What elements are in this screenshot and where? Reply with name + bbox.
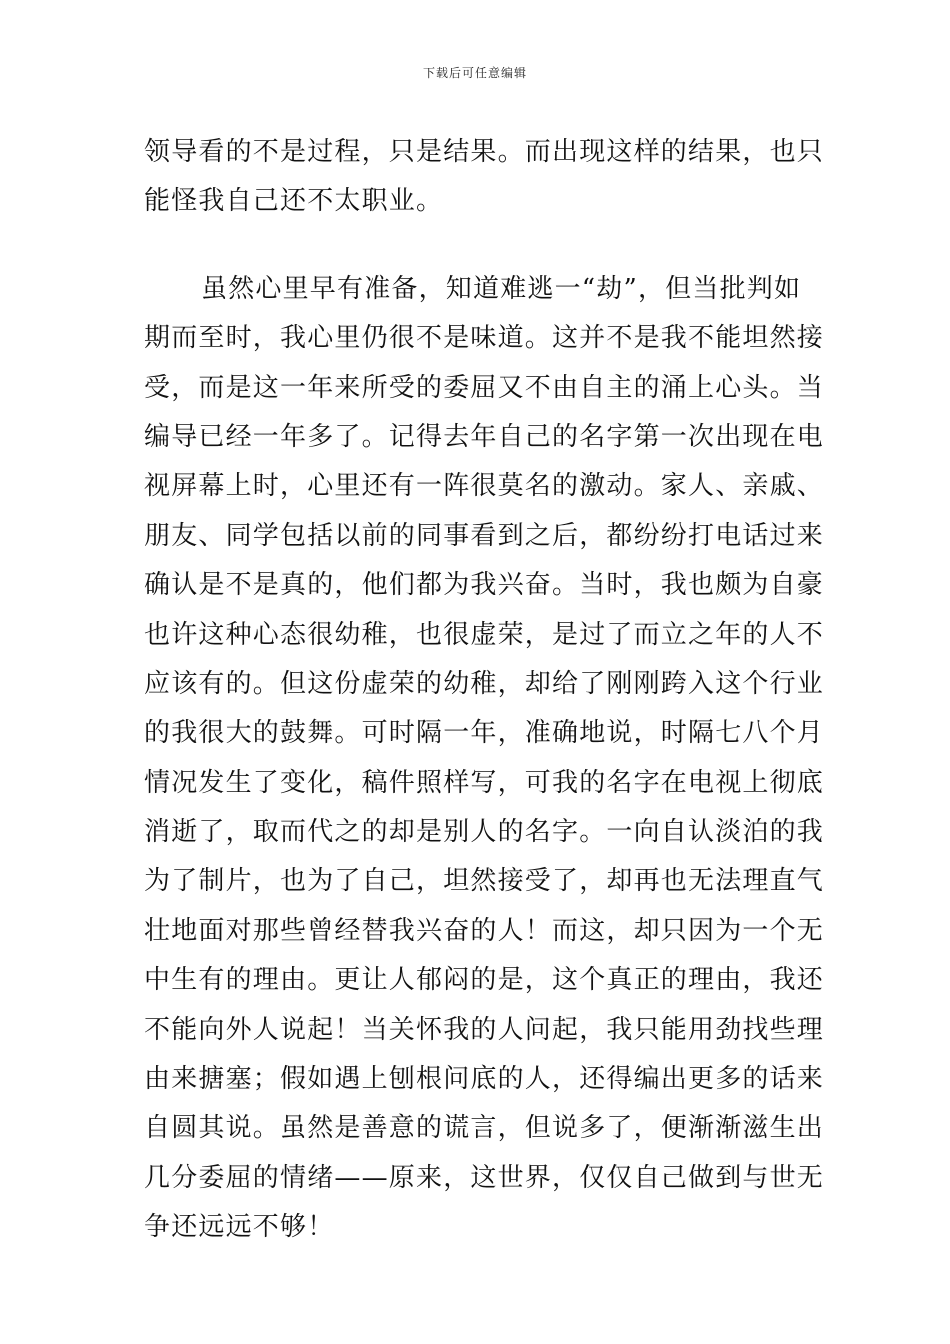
text-line: 编导已经一年多了。记得去年自己的名字第一次出现在电 <box>144 421 825 452</box>
text-line: 为了制片，也为了自己，坦然接受了，却再也无法理直气 <box>144 866 825 897</box>
text-line: 能怪我自己还不太职业。 <box>144 186 444 217</box>
text-line: 中生有的理由。更让人郁闷的是，这个真正的理由，我还 <box>144 965 825 996</box>
text-line: 也许这种心态很幼稚，也很虚荣，是过了而立之年的人不 <box>144 619 825 650</box>
text-line: 期而至时，我心里仍很不是味道。这并不是我不能坦然接 <box>144 323 825 354</box>
text-line: 的我很大的鼓舞。可时隔一年，准确地说，时隔七八个月 <box>144 718 825 749</box>
text-line: 由来搪塞；假如遇上刨根问底的人，还得编出更多的话来 <box>144 1064 825 1095</box>
text-line: 壮地面对那些曾经替我兴奋的人！而这，却只因为一个无 <box>144 915 825 946</box>
text-line: 虽然心里早有准备，知道难逃一“劫”，但当批判如 <box>201 273 802 304</box>
paragraph-2 <box>144 265 825 1253</box>
document-body <box>144 128 825 1253</box>
text-line: 几分委屈的情绪——原来，这世界，仅仅自己做到与世无 <box>144 1162 825 1193</box>
text-line: 消逝了，取而代之的却是别人的名字。一向自认淡泊的我 <box>144 817 825 848</box>
text-line: 受，而是这一年来所受的委屈又不由自主的涌上心头。当 <box>144 372 825 403</box>
text-line: 确认是不是真的，他们都为我兴奋。当时，我也颇为自豪 <box>144 570 825 601</box>
text-line: 情况发生了变化，稿件照样写，可我的名字在电视上彻底 <box>144 767 825 798</box>
text-line: 领导看的不是过程，只是结果。而出现这样的结果，也只 <box>144 137 825 167</box>
text-line: 不能向外人说起！当关怀我的人问起，我只能用劲找些理 <box>144 1014 825 1045</box>
text-line: 自圆其说。虽然是善意的谎言，但说多了，便渐渐滋生出 <box>144 1113 825 1144</box>
text-line: 争还远远不够！ <box>144 1212 335 1243</box>
text-line: 视屏幕上时，心里还有一阵很莫名的激动。家人、亲戚、 <box>144 471 825 502</box>
text-line: 应该有的。但这份虚荣的幼稚，却给了刚刚跨入这个行业 <box>144 668 825 699</box>
page-header: 下载后可任意编辑 <box>422 66 527 80</box>
text-line: 朋友、同学包括以前的同事看到之后，都纷纷打电话过来 <box>144 520 825 551</box>
paragraph-1 <box>144 128 825 227</box>
